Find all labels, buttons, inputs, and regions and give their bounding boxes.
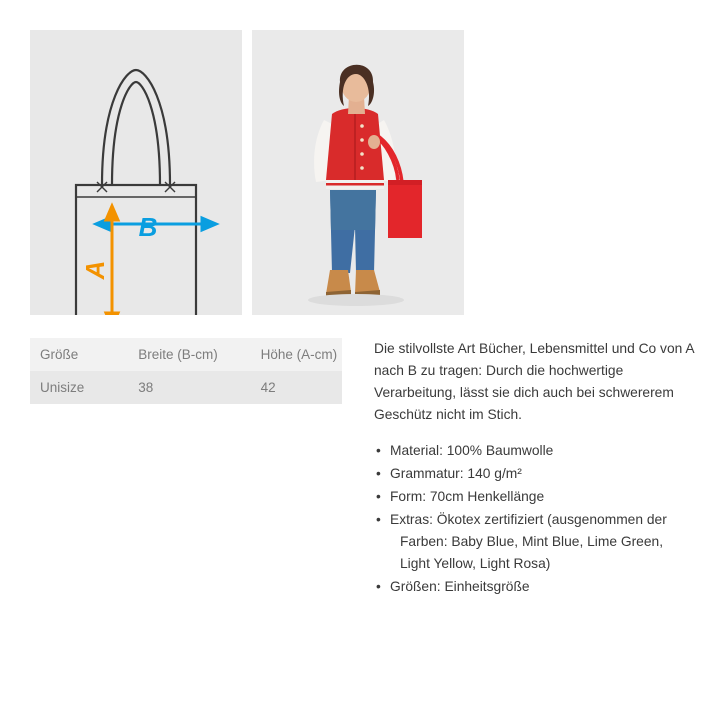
model-photo-illustration — [252, 30, 464, 315]
spec-item-weight — [374, 463, 696, 485]
column-header-size: Größe — [40, 347, 79, 362]
description-paragraph: Die stilvollste Art Bücher, Lebensmittel und Co von A nach B zu tragen: Durch die hochwertige Verarbeitung, lässt sie dich auch bei schwererem Geschütz nicht im Stich. — [374, 341, 694, 422]
diagram-width-label: B — [138, 212, 158, 242]
measurement-diagram-panel[interactable] — [30, 30, 242, 315]
cell-size: Unisize — [40, 380, 85, 395]
spec-sizes-text: Größen: Einheitsgröße — [390, 579, 530, 594]
spec-extras-line2: Farben: Baby Blue, Mint Blue, Lime Green, — [400, 534, 664, 549]
spec-form-text: Form: 70cm Henkellänge — [390, 489, 545, 504]
spec-item-sizes — [374, 576, 696, 598]
spec-item-extras — [374, 509, 696, 575]
spec-material-text: Material: 100% Baumwolle — [390, 443, 554, 458]
spec-weight-text: Grammatur: 140 g/m² — [390, 466, 522, 481]
table-row — [30, 371, 342, 404]
product-photo-panel[interactable] — [252, 30, 464, 315]
product-spec-list — [374, 440, 696, 598]
diagram-height-label: A — [80, 260, 110, 280]
spec-item-material — [374, 440, 696, 462]
cell-height: 42 — [260, 380, 276, 395]
size-table-body — [30, 371, 342, 404]
spec-extras-text: Extras: Ökotex zertifiziert (ausgenommen der — [390, 512, 667, 527]
size-table-head — [30, 338, 342, 371]
spec-extras-line3: Light Yellow, Light Rosa) — [400, 556, 551, 571]
product-media-row — [30, 30, 689, 315]
tote-bag-diagram-icon — [30, 30, 242, 315]
cell-width: 38 — [138, 380, 154, 395]
spec-item-form — [374, 486, 696, 508]
product-description — [374, 338, 696, 599]
size-table — [30, 338, 342, 404]
column-header-width: Breite (B-cm) — [138, 347, 218, 362]
column-header-height: Höhe (A-cm) — [260, 347, 338, 362]
table-header-row — [30, 338, 342, 371]
